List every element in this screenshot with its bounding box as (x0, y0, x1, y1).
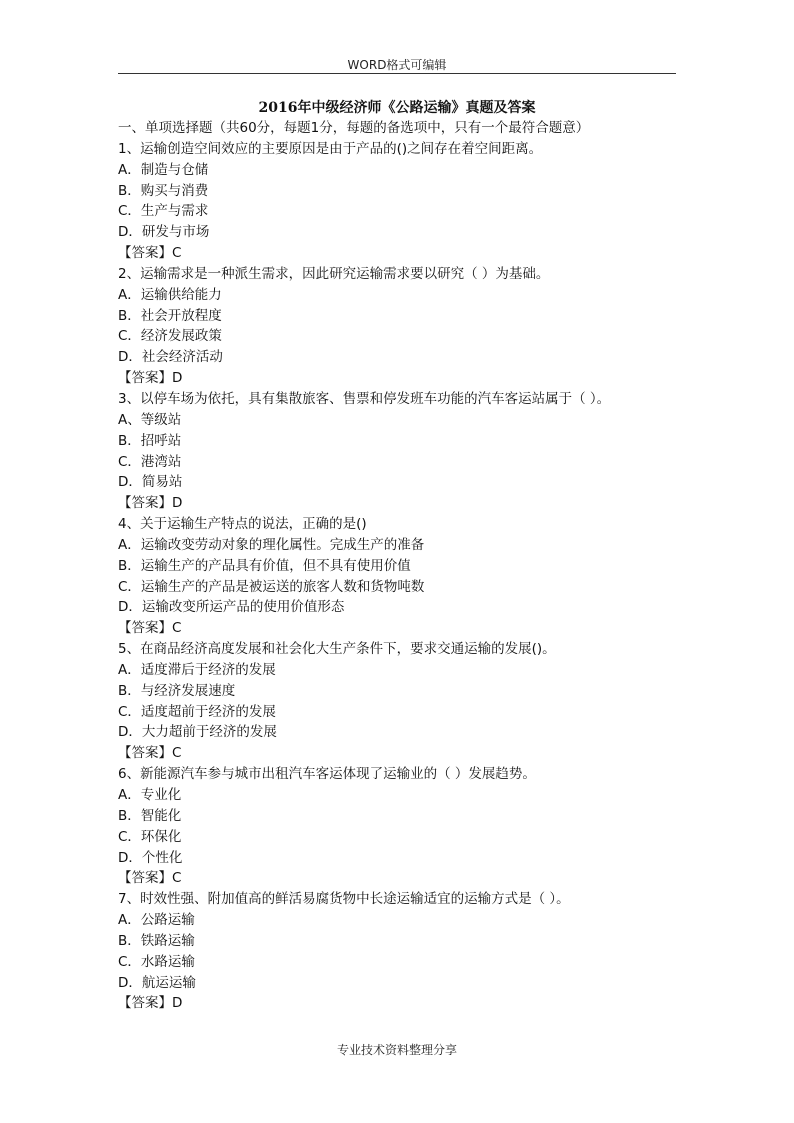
question-stem: 4、关于运输生产特点的说法，正确的是() (118, 516, 367, 533)
option-d: D．个性化 (118, 849, 183, 866)
question-block (118, 389, 678, 514)
answer: 【答案】C (118, 245, 182, 262)
question-stem: 5、在商品经济高度发展和社会化大生产条件下，要求交通运输的发展()。 (118, 641, 556, 658)
option-d: D．简易站 (118, 474, 183, 491)
question-block (118, 889, 678, 1014)
page-header: WORD格式可编辑 (347, 58, 447, 72)
option-a: A．运输改变劳动对象的理化属性。完成生产的准备 (118, 536, 425, 553)
question-stem: 7、时效性强、附加值高的鲜活易腐货物中长途运输适宜的运输方式是（ ）。 (118, 891, 570, 908)
question-block (118, 139, 678, 264)
header-divider (118, 73, 676, 74)
option-b: B．与经济发展速度 (118, 682, 236, 699)
option-d: D．运输改变所运产品的使用价值形态 (118, 599, 345, 616)
question-block (118, 264, 678, 389)
option-b: B．招呼站 (118, 432, 182, 449)
option-a: A．制造与仓储 (118, 161, 209, 178)
question-block (118, 514, 678, 639)
option-a: A．适度滞后于经济的发展 (118, 661, 276, 678)
answer: 【答案】C (118, 620, 182, 637)
option-c: C．经济发展政策 (118, 328, 222, 345)
question-stem: 2、运输需求是一种派生需求，因此研究运输需求要以研究（ ）为基础。 (118, 265, 550, 282)
option-b: B．铁路运输 (118, 932, 195, 949)
option-a: A．运输供给能力 (118, 286, 222, 303)
answer: 【答案】C (118, 745, 182, 762)
option-d: D．社会经济活动 (118, 349, 223, 366)
option-b: B．购买与消费 (118, 182, 209, 199)
document-title: 2016年中级经济师《公路运输》真题及答案 (258, 100, 536, 116)
answer: 【答案】D (118, 995, 183, 1012)
option-c: C．适度超前于经济的发展 (118, 703, 276, 720)
option-d: D．航运运输 (118, 974, 196, 991)
question-block (118, 764, 678, 889)
question-stem: 1、运输创造空间效应的主要原因是由于产品的()之间存在着空间距离。 (118, 140, 543, 157)
page-footer: 专业技术资料整理分享 (336, 1043, 457, 1057)
option-a: A．公路运输 (118, 912, 195, 929)
question-stem: 3、以停车场为依托，具有集散旅客、售票和停发班车功能的汽车客运站属于（ ）。 (118, 390, 611, 407)
option-a: A、等级站 (118, 411, 182, 428)
option-b: B．运输生产的产品具有价值，但不具有使用价值 (118, 557, 411, 574)
option-d: D．大力超前于经济的发展 (118, 724, 277, 741)
answer: 【答案】D (118, 370, 183, 387)
option-c: C．港湾站 (118, 453, 182, 470)
section-heading: 一、单项选择题（共60分，每题1分，每题的备选项中，只有一个最符合题意） (118, 120, 590, 136)
option-b: B．智能化 (118, 807, 182, 824)
answer: 【答案】D (118, 495, 183, 512)
question-block (118, 639, 678, 764)
question-stem: 6、新能源汽车参与城市出租汽车客运体现了运输业的（ ）发展趋势。 (118, 766, 536, 783)
option-d: D．研发与市场 (118, 224, 210, 241)
option-a: A．专业化 (118, 787, 182, 803)
option-b: B．社会开放程度 (118, 307, 222, 324)
option-c: C．环保化 (118, 828, 182, 845)
option-c: C．水路运输 (118, 953, 195, 970)
option-c: C．运输生产的产品是被运送的旅客人数和货物吨数 (118, 578, 425, 595)
option-c: C．生产与需求 (118, 203, 209, 220)
question-list (118, 118, 678, 1014)
answer: 【答案】C (118, 870, 182, 887)
